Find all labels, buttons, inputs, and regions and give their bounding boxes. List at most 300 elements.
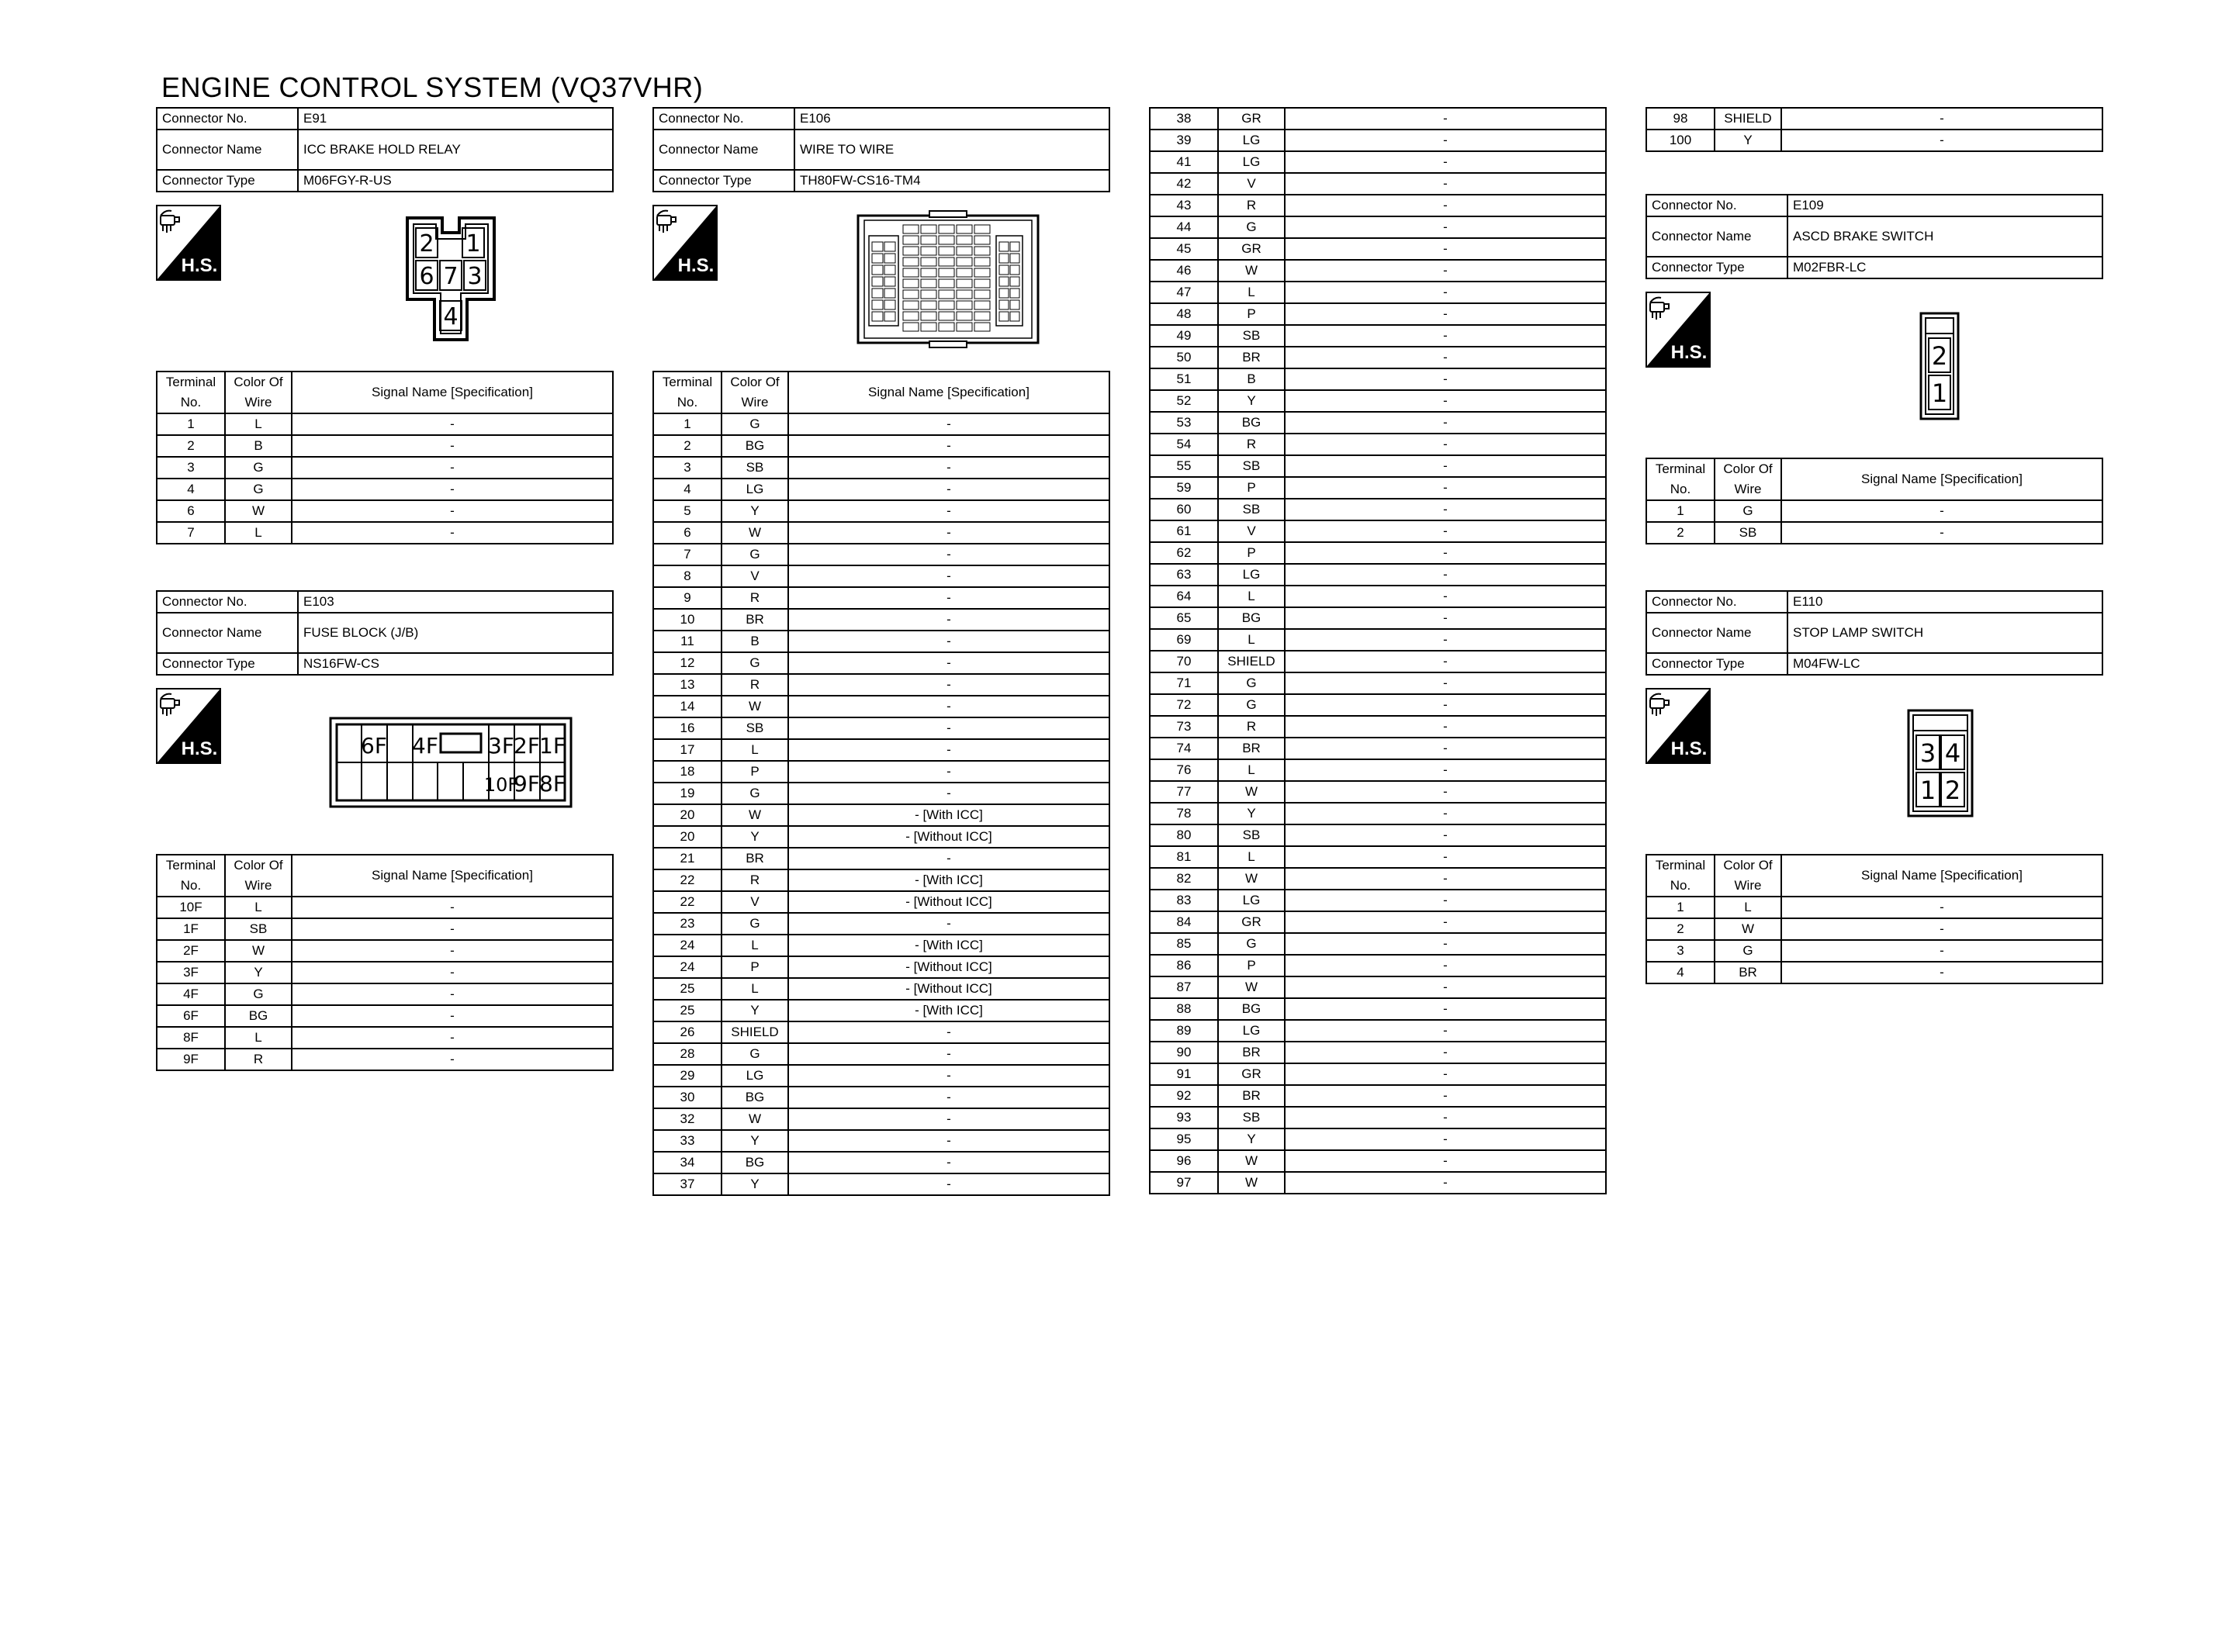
table-row (653, 544, 1109, 565)
terminal-no-cell: 3 (1646, 940, 1715, 962)
terminal-no-cell: 22 (653, 869, 722, 891)
terminal-no-cell: 2 (1646, 522, 1715, 544)
wire-color-cell: SB (225, 918, 292, 940)
signal-name-cell: - (1285, 738, 1606, 759)
connector-name-label: Connector Name (157, 130, 298, 170)
table-row (1150, 216, 1606, 238)
table-row (653, 1152, 1109, 1173)
connector-diagram-e91 (405, 216, 497, 347)
table-row (1646, 897, 2102, 918)
signal-name-cell: - (1285, 347, 1606, 368)
table-row (157, 457, 613, 479)
wire-color-cell: BG (722, 435, 788, 457)
harness-side-icon (156, 205, 221, 281)
wire-color-cell: V (722, 565, 788, 587)
wire-color-cell: L (1715, 897, 1781, 918)
col-terminal-header: Terminal No. (157, 372, 225, 413)
signal-name-cell: - (292, 1027, 613, 1049)
connector-type-value: TH80FW-CS16-TM4 (794, 170, 1109, 192)
terminal-no-cell: 95 (1150, 1128, 1218, 1150)
connector-type-value: M02FBR-LC (1787, 257, 2102, 278)
signal-name-cell: - (788, 609, 1109, 631)
table-row (1646, 108, 2102, 130)
wire-color-cell: W (1218, 976, 1285, 998)
wire-color-cell: G (1218, 933, 1285, 955)
wire-color-cell: R (1218, 195, 1285, 216)
signal-name-cell: - (1781, 130, 2102, 151)
wire-color-cell: G (722, 1043, 788, 1065)
wire-color-cell: G (1218, 672, 1285, 694)
wire-color-cell: BG (225, 1005, 292, 1027)
wire-color-cell: BG (722, 1087, 788, 1108)
table-row (1150, 412, 1606, 434)
pin-label: 2 (1931, 341, 1948, 371)
table-row (1150, 716, 1606, 738)
wire-color-cell: BG (1218, 607, 1285, 629)
table-row (157, 962, 613, 983)
wire-color-cell: GR (1218, 1063, 1285, 1085)
wire-color-cell: BR (722, 609, 788, 631)
connector-no-value: E110 (1787, 591, 2102, 613)
signal-name-cell: - (1285, 455, 1606, 477)
table-row (653, 522, 1109, 544)
signal-name-cell: - (292, 1049, 613, 1070)
terminal-no-cell: 14 (653, 696, 722, 717)
pin-label: 2 (1944, 776, 1961, 805)
hs-badge-label: H.S. (1670, 342, 1708, 363)
pin-label: 4 (1944, 738, 1961, 768)
signal-name-cell: - (1781, 918, 2102, 940)
table-row (1150, 846, 1606, 868)
table-row (1150, 238, 1606, 260)
table-row (1150, 1107, 1606, 1128)
wire-color-cell: W (1218, 260, 1285, 282)
terminal-no-cell: 2 (157, 435, 225, 457)
wire-color-cell: L (722, 978, 788, 1000)
signal-name-cell: - (292, 940, 613, 962)
signal-name-cell: - (788, 587, 1109, 609)
terminal-no-cell: 2 (1646, 918, 1715, 940)
wire-color-cell: P (1218, 955, 1285, 976)
table-row (1150, 890, 1606, 911)
wire-color-cell: Y (1218, 803, 1285, 824)
wire-color-cell: G (225, 479, 292, 500)
terminal-no-cell: 70 (1150, 651, 1218, 672)
wire-color-cell: Y (1218, 390, 1285, 412)
table-row (653, 761, 1109, 783)
wire-color-cell: P (722, 761, 788, 783)
wire-color-cell: BR (1715, 962, 1781, 983)
connector-type-label: Connector Type (1646, 653, 1787, 675)
terminal-no-cell: 41 (1150, 151, 1218, 173)
signal-name-cell: - (788, 783, 1109, 804)
wire-color-cell: L (722, 935, 788, 956)
table-row (1150, 108, 1606, 130)
signal-name-cell: - (1285, 998, 1606, 1020)
table-row (1150, 260, 1606, 282)
pin-label: 1 (1931, 378, 1948, 408)
signal-name-cell: - (292, 522, 613, 544)
terminal-no-cell: 2 (653, 435, 722, 457)
table-row (653, 826, 1109, 848)
wire-color-cell: BR (1218, 738, 1285, 759)
wire-color-cell: P (1218, 303, 1285, 325)
pin-table-e91 (156, 371, 614, 544)
signal-name-cell: - (788, 457, 1109, 479)
terminal-no-cell: 4 (653, 479, 722, 500)
signal-name-cell: - (788, 913, 1109, 935)
signal-name-cell: - (1285, 260, 1606, 282)
wire-color-cell: W (225, 940, 292, 962)
terminal-no-cell: 16 (653, 717, 722, 739)
table-row (1150, 390, 1606, 412)
terminal-no-cell: 47 (1150, 282, 1218, 303)
col-signal-header: Signal Name [Specification] (1781, 855, 2102, 897)
col-color-header: Color Of Wire (225, 372, 292, 413)
table-row (653, 631, 1109, 652)
col-terminal-header: Terminal No. (653, 372, 722, 413)
table-row (157, 500, 613, 522)
wire-color-cell: W (1218, 868, 1285, 890)
table-row (653, 1108, 1109, 1130)
signal-name-cell: - (1285, 1150, 1606, 1172)
wire-color-cell: LG (1218, 564, 1285, 586)
wire-color-cell: LG (1218, 130, 1285, 151)
signal-name-cell: - (788, 479, 1109, 500)
wire-color-cell: W (1715, 918, 1781, 940)
terminal-no-cell: 42 (1150, 173, 1218, 195)
wire-color-cell: BG (1218, 412, 1285, 434)
table-row (157, 918, 613, 940)
signal-name-cell: - (292, 918, 613, 940)
table-row (1150, 781, 1606, 803)
signal-name-cell: - [Without ICC] (788, 978, 1109, 1000)
wire-color-cell: L (1218, 282, 1285, 303)
col-terminal-header: Terminal No. (157, 855, 225, 897)
table-row (1150, 347, 1606, 368)
wire-color-cell: P (1218, 477, 1285, 499)
table-row (1150, 520, 1606, 542)
signal-name-cell: - [With ICC] (788, 1000, 1109, 1021)
terminal-no-cell: 24 (653, 935, 722, 956)
table-row (1646, 918, 2102, 940)
table-row (157, 940, 613, 962)
terminal-no-cell: 77 (1150, 781, 1218, 803)
terminal-no-cell: 61 (1150, 520, 1218, 542)
signal-name-cell: - (1285, 976, 1606, 998)
table-row (653, 1130, 1109, 1152)
signal-name-cell: - (292, 413, 613, 435)
wire-color-cell: LG (722, 479, 788, 500)
terminal-no-cell: 9 (653, 587, 722, 609)
signal-name-cell: - (1285, 1172, 1606, 1194)
signal-name-cell: - (1285, 499, 1606, 520)
terminal-no-cell: 63 (1150, 564, 1218, 586)
table-row (653, 479, 1109, 500)
signal-name-cell: - (788, 522, 1109, 544)
signal-name-cell: - [With ICC] (788, 869, 1109, 891)
signal-name-cell: - (1285, 890, 1606, 911)
terminal-no-cell: 7 (653, 544, 722, 565)
table-row (653, 1087, 1109, 1108)
signal-name-cell: - (1781, 522, 2102, 544)
terminal-no-cell: 20 (653, 826, 722, 848)
wire-color-cell: P (722, 956, 788, 978)
table-row (653, 674, 1109, 696)
connector-name-value: STOP LAMP SWITCH (1787, 613, 2102, 653)
col-color-header: Color Of Wire (1715, 458, 1781, 500)
terminal-no-cell: 1F (157, 918, 225, 940)
signal-name-cell: - (1285, 824, 1606, 846)
terminal-no-cell: 92 (1150, 1085, 1218, 1107)
connector-type-value: M04FW-LC (1787, 653, 2102, 675)
wire-color-cell: LG (1218, 890, 1285, 911)
connector-name-label: Connector Name (653, 130, 794, 170)
wire-color-cell: R (1218, 716, 1285, 738)
terminal-no-cell: 89 (1150, 1020, 1218, 1042)
connector-type-value: NS16FW-CS (298, 653, 613, 675)
signal-name-cell: - (1285, 477, 1606, 499)
signal-name-cell: - (1285, 1128, 1606, 1150)
col-signal-header: Signal Name [Specification] (788, 372, 1109, 413)
wire-color-cell: L (225, 413, 292, 435)
signal-name-cell: - (788, 631, 1109, 652)
terminal-no-cell: 23 (653, 913, 722, 935)
terminal-no-cell: 59 (1150, 477, 1218, 499)
pin-label: 1 (465, 230, 481, 257)
col-terminal-header: Terminal No. (1646, 458, 1715, 500)
terminal-no-cell: 100 (1646, 130, 1715, 151)
table-row (653, 1000, 1109, 1021)
wire-color-cell: G (1218, 694, 1285, 716)
wire-color-cell: R (722, 869, 788, 891)
wire-color-cell: V (1218, 520, 1285, 542)
connector-no-label: Connector No. (157, 108, 298, 130)
terminal-no-cell: 11 (653, 631, 722, 652)
connector-info-e109 (1646, 194, 2103, 279)
col-terminal-header: Terminal No. (1646, 855, 1715, 897)
col-signal-header: Signal Name [Specification] (1781, 458, 2102, 500)
wire-color-cell: G (225, 983, 292, 1005)
table-row (1150, 998, 1606, 1020)
signal-name-cell: - (292, 500, 613, 522)
connector-type-label: Connector Type (1646, 257, 1787, 278)
signal-name-cell: - (1285, 1020, 1606, 1042)
table-row (1646, 522, 2102, 544)
wire-color-cell: SB (722, 717, 788, 739)
pin-table-e109 (1646, 458, 2103, 544)
signal-name-cell: - (788, 565, 1109, 587)
wire-color-cell: BR (1218, 1042, 1285, 1063)
wire-color-cell: G (225, 457, 292, 479)
wire-color-cell: SB (1218, 1107, 1285, 1128)
signal-name-cell: - (788, 848, 1109, 869)
table-row (653, 457, 1109, 479)
signal-name-cell: - (1781, 940, 2102, 962)
pin-table-e106-continued (1149, 107, 1607, 1194)
signal-name-cell: - (1285, 651, 1606, 672)
wire-color-cell: Y (225, 962, 292, 983)
signal-name-cell: - (1781, 897, 2102, 918)
signal-name-cell: - (788, 1152, 1109, 1173)
terminal-no-cell: 84 (1150, 911, 1218, 933)
connector-no-value: E109 (1787, 195, 2102, 216)
table-row (157, 435, 613, 457)
signal-name-cell: - (1285, 803, 1606, 824)
connector-diagram-e109 (1919, 312, 1960, 424)
connector-no-label: Connector No. (157, 591, 298, 613)
connector-type-label: Connector Type (653, 170, 794, 192)
hs-badge-label: H.S. (677, 255, 715, 276)
harness-side-icon (1646, 688, 1711, 764)
connector-name-label: Connector Name (1646, 613, 1787, 653)
wire-color-cell: Y (722, 1000, 788, 1021)
col-color-header: Color Of Wire (722, 372, 788, 413)
signal-name-cell: - (1285, 282, 1606, 303)
signal-name-cell: - (1285, 955, 1606, 976)
table-row (1150, 173, 1606, 195)
signal-name-cell: - (292, 983, 613, 1005)
table-row (653, 1021, 1109, 1043)
wire-color-cell: L (722, 739, 788, 761)
pin-label: 10F (483, 774, 519, 796)
table-row (1150, 976, 1606, 998)
terminal-no-cell: 28 (653, 1043, 722, 1065)
wire-color-cell: R (722, 674, 788, 696)
terminal-no-cell: 7 (157, 522, 225, 544)
signal-name-cell: - (788, 1043, 1109, 1065)
signal-name-cell: - (788, 1108, 1109, 1130)
wire-color-cell: SB (1218, 455, 1285, 477)
wire-color-cell: V (1218, 173, 1285, 195)
signal-name-cell: - (1285, 1085, 1606, 1107)
table-row (653, 935, 1109, 956)
wire-color-cell: BG (1218, 998, 1285, 1020)
table-row (1150, 303, 1606, 325)
terminal-no-cell: 51 (1150, 368, 1218, 390)
terminal-no-cell: 64 (1150, 586, 1218, 607)
terminal-no-cell: 24 (653, 956, 722, 978)
hs-badge-label: H.S. (1670, 738, 1708, 759)
wire-color-cell: G (1715, 500, 1781, 522)
wire-color-cell: G (1715, 940, 1781, 962)
terminal-no-cell: 81 (1150, 846, 1218, 868)
terminal-no-cell: 90 (1150, 1042, 1218, 1063)
table-row (653, 413, 1109, 435)
wire-color-cell: B (225, 435, 292, 457)
signal-name-cell: - (1285, 1042, 1606, 1063)
signal-name-cell: - (1285, 238, 1606, 260)
signal-name-cell: - (1285, 1107, 1606, 1128)
connector-name-value: FUSE BLOCK (J/B) (298, 613, 613, 653)
table-row (653, 717, 1109, 739)
table-row (1150, 911, 1606, 933)
col-color-header: Color Of Wire (1715, 855, 1781, 897)
connector-type-label: Connector Type (157, 653, 298, 675)
table-row (157, 1049, 613, 1070)
connector-info-e110 (1646, 590, 2103, 676)
wire-color-cell: Y (722, 1173, 788, 1195)
signal-name-cell: - (1285, 390, 1606, 412)
terminal-no-cell: 54 (1150, 434, 1218, 455)
table-row (1646, 962, 2102, 983)
wire-color-cell: SB (722, 457, 788, 479)
terminal-no-cell: 76 (1150, 759, 1218, 781)
signal-name-cell: - (1285, 520, 1606, 542)
wire-color-cell: W (722, 522, 788, 544)
terminal-no-cell: 82 (1150, 868, 1218, 890)
pin-label: 3 (1919, 738, 1936, 768)
terminal-no-cell: 74 (1150, 738, 1218, 759)
wire-color-cell: G (722, 913, 788, 935)
wire-color-cell: Y (1218, 1128, 1285, 1150)
table-row (653, 869, 1109, 891)
table-row (1150, 651, 1606, 672)
signal-name-cell: - (1285, 564, 1606, 586)
connector-type-label: Connector Type (157, 170, 298, 192)
pin-label: 6 (419, 263, 434, 290)
terminal-no-cell: 45 (1150, 238, 1218, 260)
harness-side-icon (1646, 292, 1711, 368)
wire-color-cell: G (1218, 216, 1285, 238)
connector-no-value: E103 (298, 591, 613, 613)
hs-badge-label: H.S. (181, 738, 218, 759)
terminal-no-cell: 22 (653, 891, 722, 913)
hs-badge-label: H.S. (181, 255, 218, 276)
table-row (1150, 1172, 1606, 1194)
wire-color-cell: W (1218, 781, 1285, 803)
table-row (1150, 629, 1606, 651)
pin-label: 4 (443, 303, 459, 330)
wire-color-cell: G (722, 544, 788, 565)
signal-name-cell: - (788, 739, 1109, 761)
table-row (653, 587, 1109, 609)
terminal-no-cell: 1 (157, 413, 225, 435)
wire-color-cell: L (225, 1027, 292, 1049)
table-row (653, 804, 1109, 826)
signal-name-cell: - (1285, 868, 1606, 890)
pin-table-e106 (652, 371, 1110, 1196)
table-row (1150, 455, 1606, 477)
signal-name-cell: - (292, 1005, 613, 1027)
signal-name-cell: - (788, 435, 1109, 457)
table-row (1150, 759, 1606, 781)
terminal-no-cell: 6 (157, 500, 225, 522)
wire-color-cell: SHIELD (722, 1021, 788, 1043)
terminal-no-cell: 52 (1150, 390, 1218, 412)
terminal-no-cell: 48 (1150, 303, 1218, 325)
pin-label: 2 (419, 230, 434, 257)
connector-info-e91 (156, 107, 614, 192)
table-row (1150, 868, 1606, 890)
terminal-no-cell: 19 (653, 783, 722, 804)
wire-color-cell: SHIELD (1218, 651, 1285, 672)
connector-no-label: Connector No. (653, 108, 794, 130)
table-row (653, 956, 1109, 978)
signal-name-cell: - [Without ICC] (788, 891, 1109, 913)
connector-name-label: Connector Name (157, 613, 298, 653)
terminal-no-cell: 6 (653, 522, 722, 544)
table-row (1150, 564, 1606, 586)
terminal-no-cell: 4F (157, 983, 225, 1005)
table-row (157, 1005, 613, 1027)
table-row (1150, 803, 1606, 824)
wire-color-cell: SHIELD (1715, 108, 1781, 130)
terminal-no-cell: 65 (1150, 607, 1218, 629)
table-row (1150, 1150, 1606, 1172)
pin-label: 2F (514, 733, 540, 759)
table-row (1150, 368, 1606, 390)
